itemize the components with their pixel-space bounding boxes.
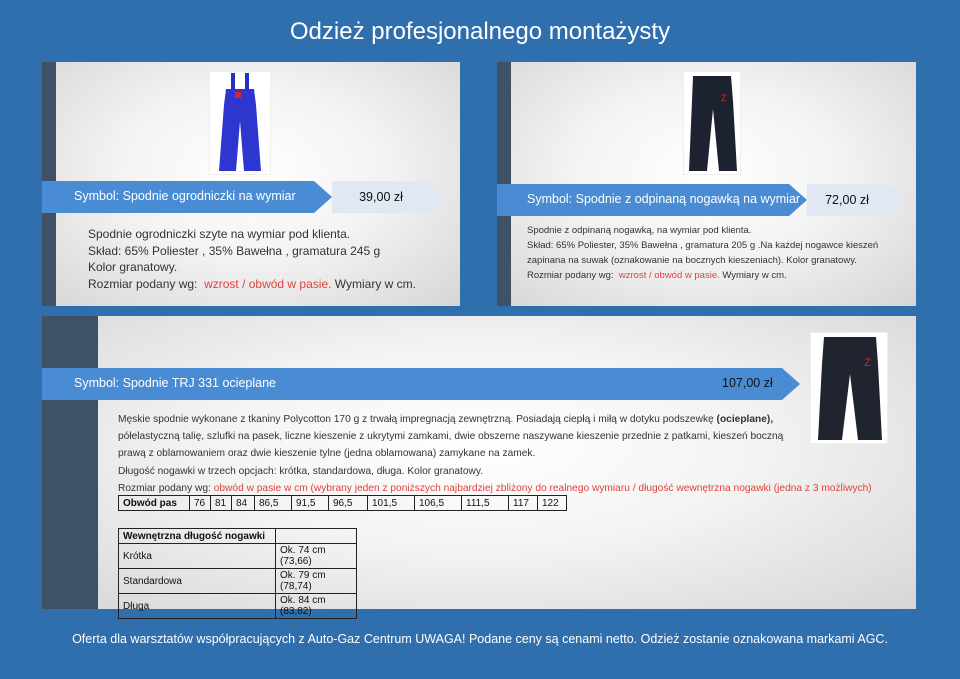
description-line: Skład: 65% Poliester , 35% Bawełna , gramatura 245 g <box>88 243 381 258</box>
description-line: Spodnie ogrodniczki szyte na wymiar pod klienta. <box>88 227 351 241</box>
product-symbol: Symbol: Spodnie TRJ 331 ocieplane <box>74 376 276 390</box>
table-row <box>119 569 357 594</box>
description-line: Kolor granatowy. <box>88 260 178 274</box>
svg-text:Z: Z <box>864 357 871 369</box>
svg-text:Z: Z <box>721 93 727 103</box>
card-sidebar <box>42 316 98 609</box>
description-line: Długość nogawki w trzech opcjach: krótka, standardowa, długa. Kolor granatowy. <box>118 465 484 477</box>
product-image-odpinana <box>683 71 741 175</box>
description-line: półelastyczną talię, szlufki na pasek, liczne kieszenie z ukrytymi zamkami, dwie obszerne naszywane kieszenie przednie z patkami, kieszeń boczną <box>118 431 784 443</box>
table-header-cell: Obwód pas <box>119 496 190 511</box>
table-cell: Ok. 74 cm (73,66) <box>276 544 357 569</box>
table-cell: 81 <box>211 496 232 511</box>
table-cell: 96,5 <box>329 496 368 511</box>
table-cell: Ok. 84 cm (83,82) <box>276 594 357 619</box>
product-image-ogrodniczki <box>209 71 271 175</box>
table-cell: 76 <box>190 496 211 511</box>
size-info: Rozmiar podany wg: obwód w pasie w cm (wybrany jeden z poniższych najbardziej zbliżony do realnego wymiaru / długość wewnętrzna nogawki (jedna z 3 możliwych) <box>118 482 872 494</box>
product-price: 39,00 zł <box>332 181 430 213</box>
table-cell: 117 <box>509 496 538 511</box>
symbol-banner <box>42 368 802 400</box>
product-price: 107,00 zł <box>722 376 773 390</box>
table-header-cell: Wewnętrzna długość nogawki <box>119 529 276 544</box>
leg-length-table <box>118 528 357 619</box>
symbol-banner <box>497 184 916 216</box>
table-cell: 111,5 <box>462 496 509 511</box>
table-cell: 91,5 <box>292 496 329 511</box>
table-row <box>119 496 567 511</box>
table-row <box>119 529 357 544</box>
table-cell: 106,5 <box>415 496 462 511</box>
description-line: Spodnie z odpinaną nogawką, na wymiar pod klienta. <box>527 225 752 236</box>
description-line: prawą z oblamowaniem oraz dwie kieszenie tylne (jedna oblamowana) zamykane na zamek. <box>118 448 536 460</box>
table-cell: 86,5 <box>255 496 292 511</box>
table-cell: 101,5 <box>368 496 415 511</box>
symbol-banner <box>42 181 460 213</box>
description-line: Męskie spodnie wykonane z tkaniny Polycotton 170 g z trwałą impregnacją zewnętrzną. Posiadają ciepłą i miłą w dotyku podszewkę (ocieplane), <box>118 414 774 425</box>
table-cell: Długa <box>119 594 276 619</box>
table-cell: Standardowa <box>119 569 276 594</box>
size-info: Rozmiar podany wg: wzrost / obwód w pasie. Wymiary w cm. <box>88 276 417 291</box>
product-card-trj331 <box>42 316 916 617</box>
description-line: Skład: 65% Poliester, 35% Bawełna , gramatura 205 g .Na każdej nogawce kieszeń <box>527 240 879 251</box>
product-card-odpinana <box>497 62 916 306</box>
size-info: Rozmiar podany wg: wzrost / obwód w pasie. Wymiary w cm. <box>527 270 787 281</box>
description-line: zapinana na suwak (oznakowanie na bocznych kieszeniach). Kolor granatowy. <box>527 255 857 266</box>
table-cell: Krótka <box>119 544 276 569</box>
product-price: 72,00 zł <box>807 184 887 216</box>
table-cell <box>276 529 357 544</box>
waist-table <box>118 495 567 511</box>
product-symbol: Symbol: Spodnie ogrodniczki na wymiar <box>74 189 296 203</box>
table-row <box>119 594 357 619</box>
product-symbol: Symbol: Spodnie z odpinaną nogawką na wymiar <box>527 192 801 206</box>
product-card-ogrodniczki <box>42 62 460 306</box>
table-cell: 84 <box>232 496 255 511</box>
page-title: Odzież profesjonalnego montażysty <box>289 18 671 45</box>
table-row <box>119 544 357 569</box>
table-cell: 122 <box>538 496 567 511</box>
table-cell: Ok. 79 cm (78,74) <box>276 569 357 594</box>
footer-note: Oferta dla warsztatów współpracujących z Auto-Gaz Centrum UWAGA! Podane ceny są cenami netto. Odzież zostanie oznakowana markami AGC. <box>72 632 888 646</box>
